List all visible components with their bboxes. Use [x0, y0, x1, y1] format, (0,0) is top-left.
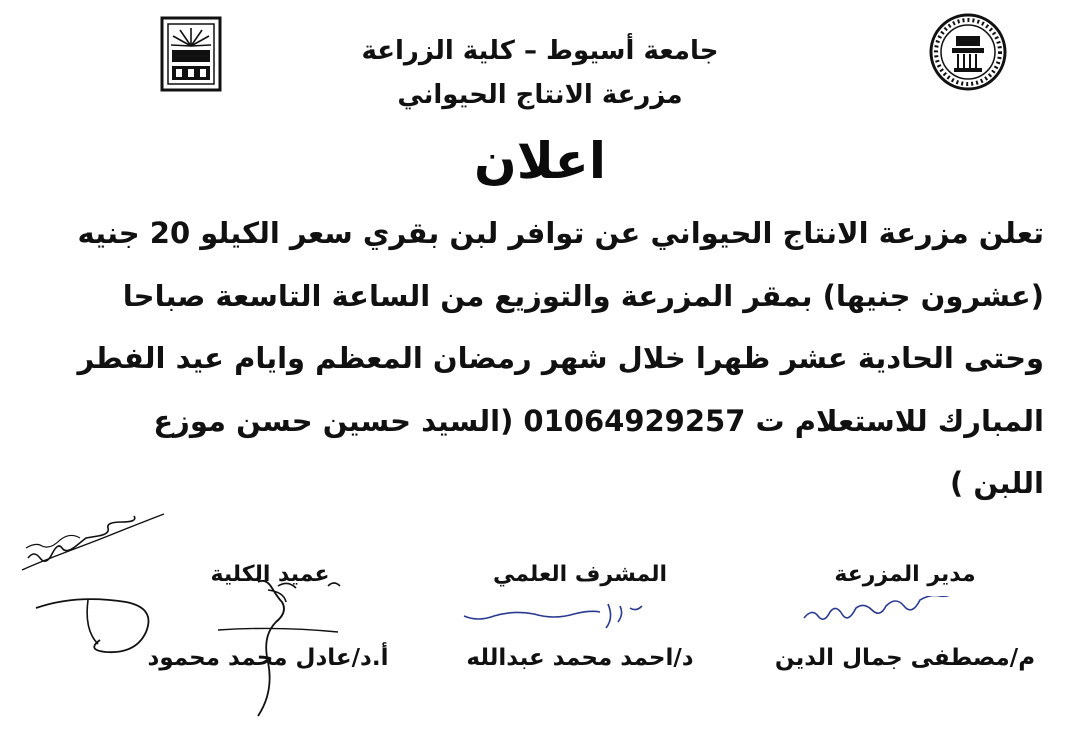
farm-manager-title: مدير المزرعة: [834, 562, 976, 587]
farm-manager-block: [760, 562, 1050, 587]
dean-title: عميد الكلية: [210, 562, 330, 587]
supervisor-block: [440, 562, 720, 587]
dean-name-block: [118, 645, 418, 671]
announcement-body: [34, 202, 1044, 515]
supervisor-title: المشرف العلمي: [492, 562, 668, 587]
university-logo-icon: [160, 16, 222, 92]
header-farm-name: مزرعة الانتاج الحيواني: [397, 80, 683, 110]
header-university-faculty: جامعة أسيوط – كلية الزراعة: [361, 36, 719, 66]
farm-manager-name-block: [760, 645, 1050, 671]
body-line: اللبن ): [950, 466, 1044, 500]
faculty-seal-icon: [928, 12, 1008, 92]
body-line: تعلن مزرعة الانتاج الحيواني عن توافر لبن بقري سعر الكيلو 20 جنيه: [77, 216, 1044, 250]
announcement-title: اعلان: [474, 132, 606, 190]
body-line: المبارك للاستعلام ت 01064929257 (السيد حسين حسن موزع: [153, 403, 1044, 438]
body-line: وحتى الحادية عشر ظهرا خلال شهر رمضان المعظم وايام عيد الفطر: [77, 341, 1044, 375]
farm-manager-signature: [800, 596, 980, 628]
dean-name: أ.د/عادل محمد محمود: [147, 645, 389, 671]
farm-manager-name: م/مصطفى جمال الدين: [774, 645, 1036, 671]
body-line: (عشرون جنيها) بمقر المزرعة والتوزيع من الساعة التاسعة صباحا: [122, 278, 1044, 313]
supervisor-name-block: [440, 645, 720, 671]
supervisor-name: د/احمد محمد عبدالله: [466, 645, 694, 671]
supervisor-signature: [458, 596, 658, 632]
